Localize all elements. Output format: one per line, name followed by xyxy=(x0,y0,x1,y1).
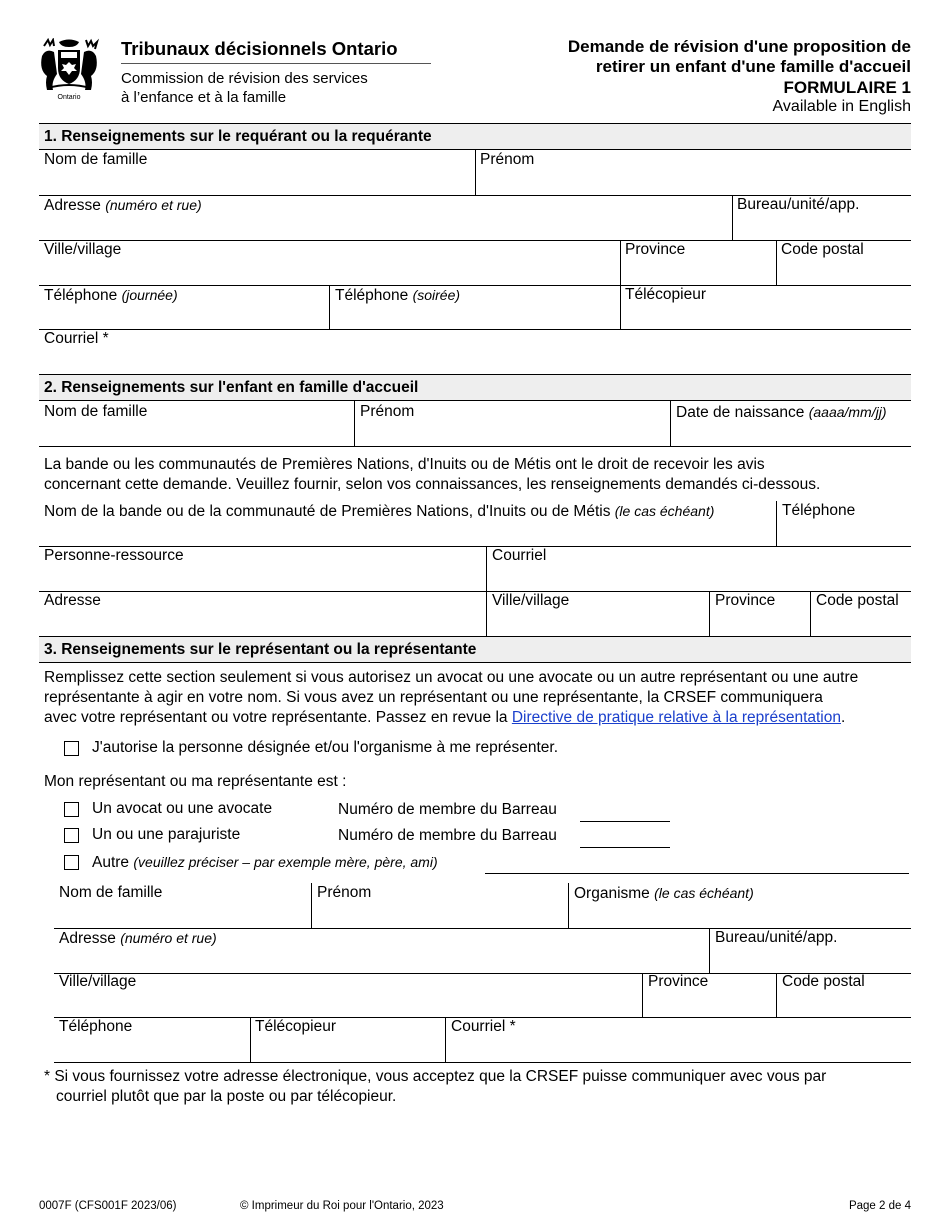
applicant-postal-code-field[interactable] xyxy=(776,235,911,279)
intro-line3 xyxy=(44,708,919,728)
paralegal-label: Un ou une parajuriste xyxy=(92,826,241,843)
field-label: Date de naissance xyxy=(676,404,805,421)
divider xyxy=(445,1017,446,1062)
other-representative-checkbox[interactable] xyxy=(64,855,79,870)
footnote-line1: * Si vous fournissez votre adresse électronique, vous acceptez que la CRSEF puisse communiquer avec vous par xyxy=(44,1068,827,1085)
form-title-line2: retirer un enfant d'une famille d'accueil xyxy=(595,57,911,76)
authorize-representative-label: J'autorise la personne désignée et/ou l'organisme à me représenter. xyxy=(92,739,559,756)
divider xyxy=(475,150,476,195)
representative-intro-text xyxy=(44,668,919,728)
paralegal-bar-number-label: Numéro de membre du Barreau xyxy=(338,827,557,844)
divider xyxy=(670,401,671,447)
rep-organization-field[interactable] xyxy=(569,878,911,922)
divider xyxy=(54,1062,911,1063)
rep-province-field[interactable] xyxy=(643,967,776,1011)
lawyer-label: Un avocat ou une avocate xyxy=(92,800,273,817)
field-hint: (journée) xyxy=(121,287,178,303)
header-divider xyxy=(121,63,431,64)
logo-caption: Ontario xyxy=(57,94,81,101)
field-label: Nom de famille xyxy=(44,151,148,168)
footnote-line2: courriel plutôt que par la poste ou par télécopieur. xyxy=(56,1088,397,1105)
notice-line2: concernant cette demande. Veuillez fournir, selon vos connaissances, les renseignements demandés ci-dessous. xyxy=(44,476,821,493)
field-label: Ville/village xyxy=(492,592,570,609)
other-representative-input[interactable] xyxy=(485,873,909,874)
applicant-email-field[interactable] xyxy=(39,324,911,372)
applicant-suite-field[interactable] xyxy=(732,190,911,234)
field-label: Téléphone xyxy=(335,287,409,304)
rep-first-name-field[interactable] xyxy=(312,878,568,922)
band-phone-field[interactable] xyxy=(777,496,911,542)
divider xyxy=(311,883,312,928)
email-consent-footnote xyxy=(44,1067,924,1107)
divider xyxy=(329,285,330,329)
field-label: Téléphone xyxy=(44,287,118,304)
paralegal-checkbox[interactable] xyxy=(64,828,79,843)
band-email-field[interactable] xyxy=(487,541,911,585)
paralegal-bar-number-input[interactable] xyxy=(580,847,670,848)
field-hint: (le cas échéant) xyxy=(654,885,754,901)
field-label: Personne-ressource xyxy=(44,547,184,564)
other-label-hint: (veuillez préciser – par exemple mère, père, ami) xyxy=(133,854,438,870)
organization-subtitle-line2: à l’enfance et à la famille xyxy=(121,89,287,106)
indigenous-notice-text xyxy=(44,455,914,495)
field-hint: (numéro et rue) xyxy=(120,930,217,946)
field-label: Téléphone xyxy=(782,502,856,519)
divider xyxy=(354,401,355,447)
rep-last-name-field[interactable] xyxy=(54,878,311,922)
form-code: 0007F (CFS001F 2023/06) xyxy=(39,1200,177,1212)
page-number: Page 2 de 4 xyxy=(848,1200,911,1212)
divider xyxy=(568,883,569,928)
band-city-field[interactable] xyxy=(487,586,709,630)
representative-is-label: Mon représentant ou ma représentante est : xyxy=(44,773,347,790)
representation-practice-direction-link[interactable]: Directive de pratique relative à la représentation xyxy=(511,709,841,726)
other-representative-label xyxy=(92,852,438,873)
field-label: Adresse xyxy=(44,197,101,214)
form-title xyxy=(481,37,911,77)
field-label: Nom de la bande ou de la communauté de Premières Nations, d'Inuits ou de Métis xyxy=(44,503,611,520)
applicant-last-name-field[interactable] xyxy=(39,145,475,189)
rep-email-field[interactable] xyxy=(446,1012,911,1056)
field-label: Prénom xyxy=(317,884,372,901)
section3-heading: 3. Renseignements sur le représentant ou la représentante xyxy=(39,636,911,663)
applicant-phone-day-field[interactable] xyxy=(39,280,329,324)
field-label: Télécopieur xyxy=(255,1018,336,1035)
band-province-field[interactable] xyxy=(710,586,810,630)
field-label: Code postal xyxy=(816,592,899,609)
field-label: Code postal xyxy=(781,241,864,258)
field-hint: (le cas échéant) xyxy=(614,503,715,519)
divider xyxy=(776,501,777,546)
other-label-text: Autre xyxy=(92,854,130,871)
divider xyxy=(39,446,911,447)
child-date-of-birth-field[interactable] xyxy=(671,397,911,441)
field-label: Courriel * xyxy=(451,1018,516,1035)
field-label: Province xyxy=(715,592,776,609)
organization-subtitle xyxy=(121,69,368,107)
organization-subtitle-line1: Commission de révision des services xyxy=(121,70,368,87)
field-label: Ville/village xyxy=(44,241,122,258)
field-label: Prénom xyxy=(360,403,415,420)
field-hint: (aaaa/mm/jj) xyxy=(808,404,887,420)
band-address-field[interactable] xyxy=(39,586,486,630)
divider xyxy=(250,1017,251,1062)
field-label: Bureau/unité/app. xyxy=(715,929,838,946)
divider xyxy=(620,285,621,329)
child-last-name-field[interactable] xyxy=(39,397,354,441)
band-contact-person-field[interactable] xyxy=(39,541,486,585)
field-label: Courriel * xyxy=(44,330,109,347)
divider xyxy=(810,591,811,636)
form-number: FORMULAIRE 1 xyxy=(783,78,911,97)
divider xyxy=(776,240,777,285)
lawyer-bar-number-label: Numéro de membre du Barreau xyxy=(338,801,557,818)
rep-address-field[interactable] xyxy=(54,923,709,967)
field-label: Bureau/unité/app. xyxy=(737,196,860,213)
field-label: Adresse xyxy=(59,930,116,947)
notice-line1: La bande ou les communautés de Premières Nations, d'Inuits ou de Métis ont le droit de recevoir les avis xyxy=(44,456,765,473)
rep-phone-field[interactable] xyxy=(54,1012,250,1056)
applicant-province-field[interactable] xyxy=(620,235,776,279)
child-first-name-field[interactable] xyxy=(355,397,670,441)
field-label: Nom de famille xyxy=(59,884,163,901)
applicant-fax-field[interactable] xyxy=(620,280,911,324)
intro-line1: Remplissez cette section seulement si vous autorisez un avocat ou une avocate ou un autre représentant ou une autre xyxy=(44,669,859,686)
applicant-phone-evening-field[interactable] xyxy=(330,280,620,324)
section1-heading: 1. Renseignements sur le requérant ou la requérante xyxy=(39,123,911,150)
divider xyxy=(709,591,710,636)
field-hint: (numéro et rue) xyxy=(105,197,202,213)
field-hint: (soirée) xyxy=(412,287,461,303)
available-in-english-note: Available in English xyxy=(772,98,911,115)
field-label: Province xyxy=(648,973,709,990)
applicant-city-field[interactable] xyxy=(39,235,620,279)
rep-suite-field[interactable] xyxy=(710,923,911,967)
field-label: Nom de famille xyxy=(44,403,148,420)
lawyer-bar-number-input[interactable] xyxy=(580,821,670,822)
field-label: Adresse xyxy=(44,592,101,609)
field-label: Courriel xyxy=(492,547,547,564)
intro-line3-text: avec votre représentant ou votre représentante. Passez en revue la xyxy=(44,709,508,726)
applicant-first-name-field[interactable] xyxy=(475,145,911,189)
field-label: Prénom xyxy=(480,151,535,168)
lawyer-checkbox[interactable] xyxy=(64,802,79,817)
organization-name: Tribunaux décisionnels Ontario xyxy=(121,38,398,59)
divider xyxy=(620,240,621,285)
rep-postal-code-field[interactable] xyxy=(777,967,911,1011)
field-label: Télécopieur xyxy=(625,286,706,303)
copyright: © Imprimeur du Roi pour l'Ontario, 2023 xyxy=(240,1200,444,1212)
intro-line2: représentante à agir en votre nom. Si vous avez un représentant ou une représentante, la CRSEF communiquera xyxy=(44,689,823,706)
section2-heading: 2. Renseignements sur l'enfant en famille d'accueil xyxy=(39,374,911,401)
field-label: Province xyxy=(625,241,686,258)
band-community-name-field[interactable] xyxy=(39,496,776,542)
band-postal-code-field[interactable] xyxy=(811,586,911,630)
field-label: Code postal xyxy=(782,973,865,990)
intro-line3-end: . xyxy=(841,709,846,726)
applicant-address-field[interactable] xyxy=(39,190,732,234)
form-title-line1: Demande de révision d'une proposition de xyxy=(567,37,911,56)
divider xyxy=(732,195,733,240)
rep-fax-field[interactable] xyxy=(250,1012,445,1056)
rep-city-field[interactable] xyxy=(54,967,642,1011)
field-label: Ville/village xyxy=(59,973,137,990)
authorize-representative-checkbox[interactable] xyxy=(64,741,79,756)
field-label: Téléphone xyxy=(59,1018,133,1035)
field-label: Organisme xyxy=(574,885,650,902)
